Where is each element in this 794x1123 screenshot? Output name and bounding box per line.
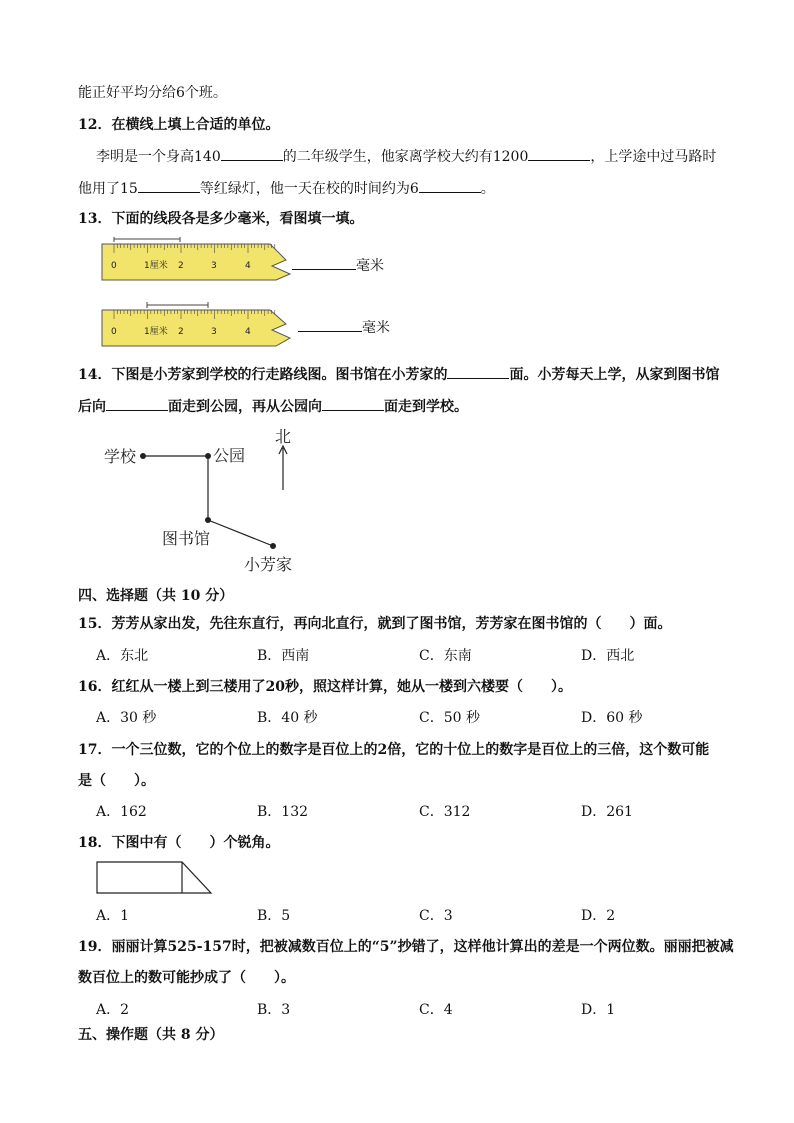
q17-text-2: 是（ ）。 (78, 773, 155, 789)
map-label-library: 图书馆 (162, 529, 211, 548)
q14-line2 (78, 396, 468, 416)
q12-text-a: 李明是一个身高140 (96, 149, 221, 165)
tick-label-0: 0 (111, 261, 117, 271)
q12-blank-2[interactable] (528, 146, 590, 161)
tick-label-1: 1厘米 (144, 261, 168, 271)
q16-option-d[interactable]: D．60 秒 (581, 710, 643, 726)
tick-label-1: 1厘米 (144, 327, 168, 337)
q14-blank-3[interactable] (322, 396, 384, 411)
ruler-1 (100, 236, 300, 288)
q16-option-a[interactable]: A．30 秒 (96, 710, 157, 726)
tick-label-0: 0 (111, 327, 117, 337)
q18-option-c[interactable]: C．3 (419, 908, 453, 924)
tick-label-4: 4 (245, 327, 251, 337)
q19-option-b[interactable]: B．3 (257, 1002, 291, 1018)
q17-text-1: 17．一个三位数，它的个位上的数字是百位上的2倍，它的十位上的数字是百位上的三倍，这个数可能 (78, 742, 710, 758)
q12-text-d: 他用了15 (78, 181, 138, 197)
q17-option-c[interactable]: C．312 (419, 804, 471, 820)
map-label-home: 小芳家 (244, 555, 293, 574)
map-label-north: 北 (275, 427, 292, 446)
q14-text-e: 面走到学校。 (384, 399, 468, 415)
q12-blank-4[interactable] (419, 178, 481, 193)
q12-line2 (78, 178, 495, 198)
q12-text-f: 。 (480, 181, 495, 197)
q14-text-b: 面。小芳每天上学，从家到图书馆 (509, 367, 720, 383)
school-point (140, 453, 146, 459)
q18-option-d[interactable]: D．2 (581, 908, 616, 924)
route-map (96, 424, 336, 576)
q19-text-1: 19．丽丽计算525-157时，把被减数百位上的“5”抄错了，这样他计算出的差是一个两位数。丽丽把被减 (78, 939, 734, 955)
q16-text: 16．红红从一楼上到三楼用了20秒，照这样计算，她从一楼到六楼要（ ）。 (78, 679, 572, 695)
ruler-2 (100, 298, 300, 350)
section5-title: 五、操作题（共 8 分） (78, 1027, 224, 1043)
q12-blank-3[interactable] (138, 178, 200, 193)
map-label-school: 学校 (104, 447, 137, 466)
q13-unit-2: 毫米 (362, 320, 390, 336)
q13-unit-1: 毫米 (356, 258, 384, 274)
q19-option-a[interactable]: A．2 (96, 1002, 130, 1018)
q13-blank-1[interactable] (292, 255, 356, 270)
q13-answer-1 (292, 255, 384, 275)
q19-text-2: 数百位上的数可能抄成了（ ）。 (78, 970, 295, 986)
q13-blank-2[interactable] (298, 317, 362, 332)
q14-blank-2[interactable] (106, 396, 168, 411)
section4-title: 四、选择题（共 10 分） (78, 588, 234, 604)
q14-text-a: 14．下图是小芳家到学校的行走路线图。图书馆在小芳家的 (78, 367, 448, 383)
park-point (205, 453, 211, 459)
q12-blank-1[interactable] (221, 146, 283, 161)
q14-blank-1[interactable] (447, 364, 509, 379)
q14-text-d: 面走到公园，再从公园向 (168, 399, 322, 415)
q16-option-b[interactable]: B．40 秒 (257, 710, 318, 726)
q15-option-a[interactable]: A．东北 (96, 648, 149, 664)
tick-label-3: 3 (211, 327, 217, 337)
q15-option-b[interactable]: B．西南 (257, 648, 310, 664)
q12-text-b: 的二年级学生，他家离学校大约有1200 (282, 149, 529, 165)
tick-label-2: 2 (178, 261, 184, 271)
q19-option-c[interactable]: C．4 (419, 1002, 453, 1018)
q15-option-c[interactable]: C．东南 (419, 648, 472, 664)
map-label-park: 公园 (213, 446, 246, 465)
tick-label-3: 3 (211, 261, 217, 271)
q13-answer-2 (298, 317, 390, 337)
tick-label-4: 4 (245, 261, 251, 271)
q19-option-d[interactable]: D．1 (581, 1002, 616, 1018)
q18-option-a[interactable]: A．1 (96, 908, 130, 924)
q14-line1 (78, 364, 719, 384)
q12-title: 12．在横线上填上合适的单位。 (78, 117, 280, 133)
library-point (205, 517, 211, 523)
q18-option-b[interactable]: B．5 (257, 908, 291, 924)
q14-text-c: 后向 (78, 399, 106, 415)
tick-label-2: 2 (178, 327, 184, 337)
q12-line1 (96, 146, 716, 166)
q17-option-d[interactable]: D．261 (581, 804, 633, 820)
q13-title: 13．下面的线段各是多少毫米，看图填一填。 (78, 211, 364, 227)
q16-option-c[interactable]: C．50 秒 (419, 710, 480, 726)
q12-text-e: 等红绿灯，他一天在校的时间约为6 (199, 181, 419, 197)
q15-text: 15．芳芳从家出发，先往东直行，再向北直行，就到了图书馆，芳芳家在图书馆的（ ）面。 (78, 616, 672, 632)
route-library-home (208, 520, 273, 546)
continuation-text: 能正好平均分给6个班。 (78, 85, 227, 101)
q17-option-a[interactable]: A．162 (96, 804, 147, 820)
q12-text-c: ，上学途中过马路时 (590, 149, 717, 165)
trapezoid-figure (96, 860, 216, 896)
q18-text: 18．下图中有（ ）个锐角。 (78, 835, 280, 851)
home-point (270, 543, 276, 549)
q15-option-d[interactable]: D．西北 (581, 648, 635, 664)
q17-option-b[interactable]: B．132 (257, 804, 309, 820)
